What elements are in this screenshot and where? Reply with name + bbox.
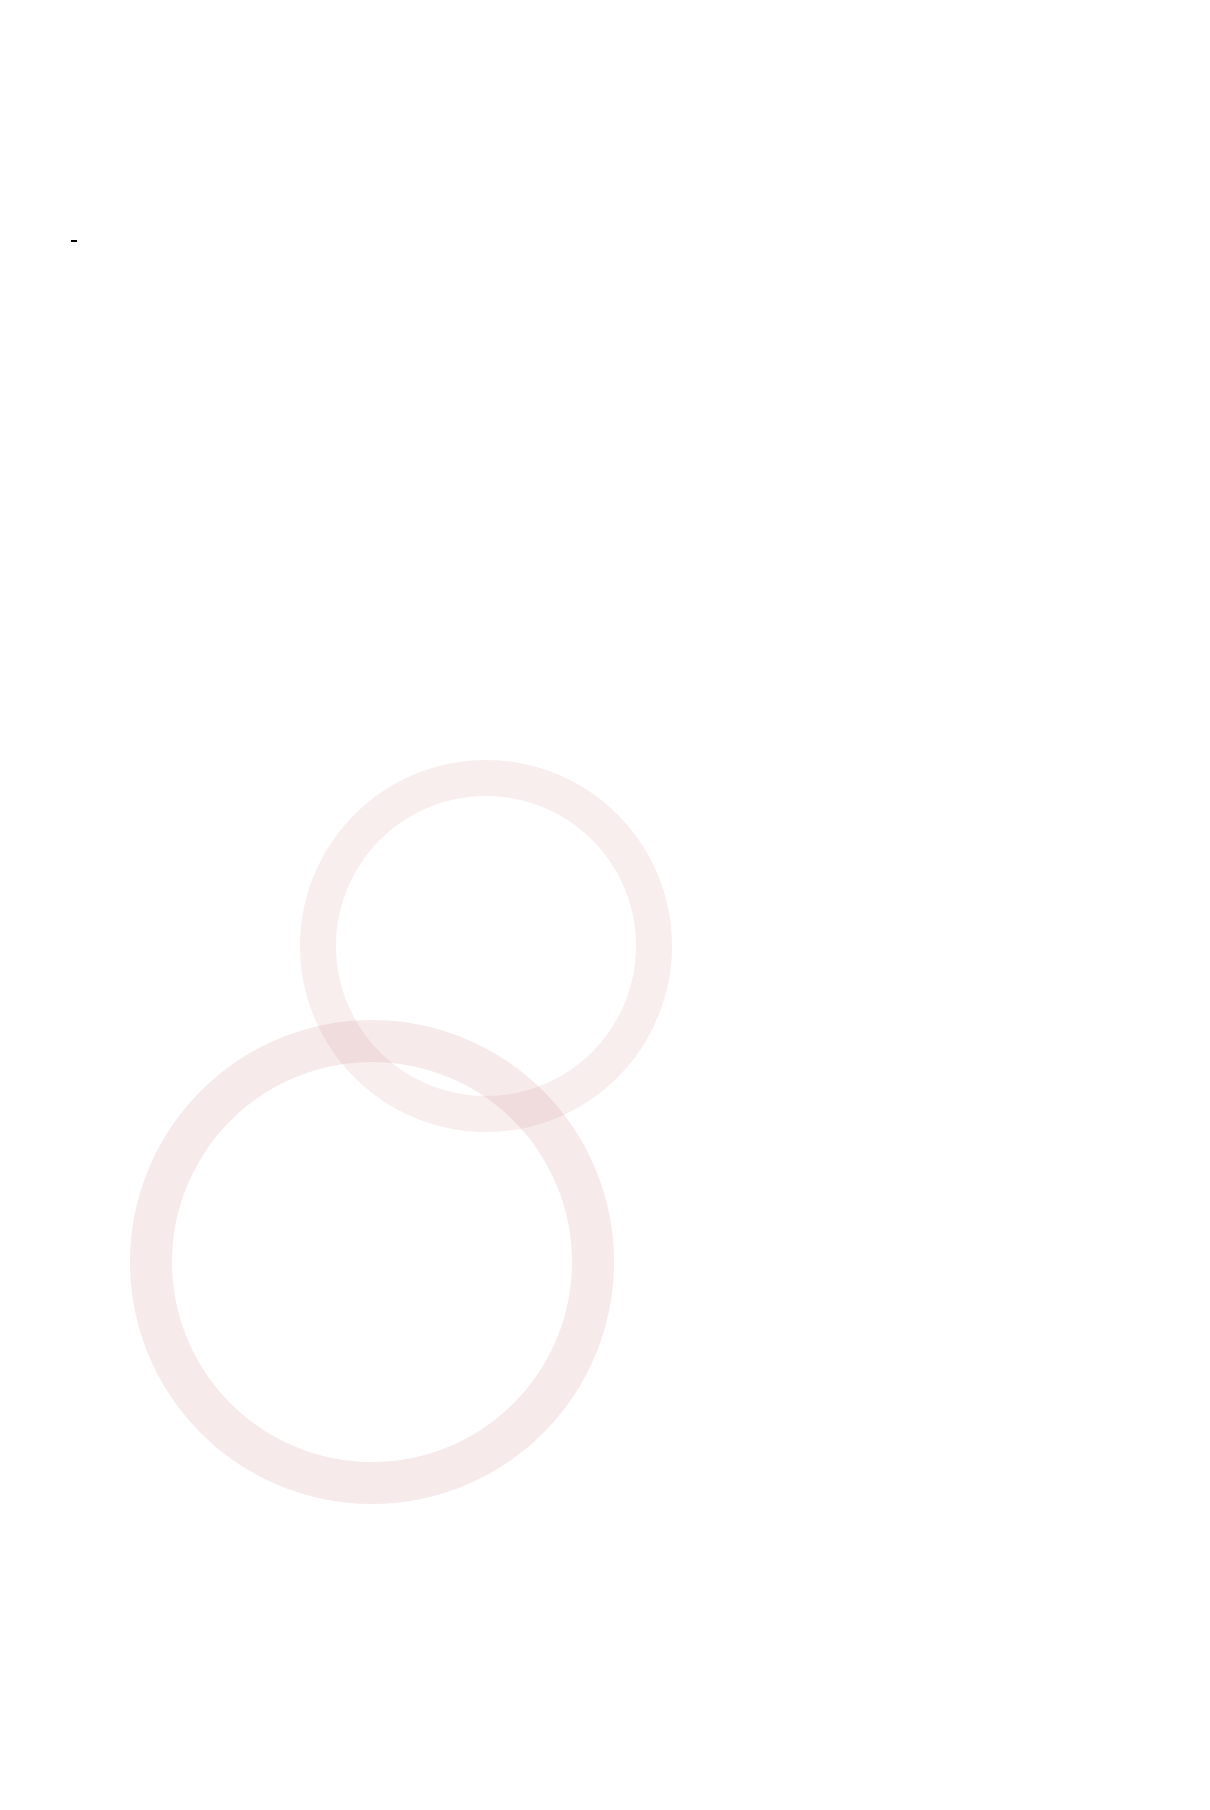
key-signature bbox=[63, 240, 77, 242]
qr-code-wechat bbox=[44, 2, 202, 160]
qr-code-official-account bbox=[852, 2, 1000, 150]
time-signature bbox=[71, 240, 77, 242]
